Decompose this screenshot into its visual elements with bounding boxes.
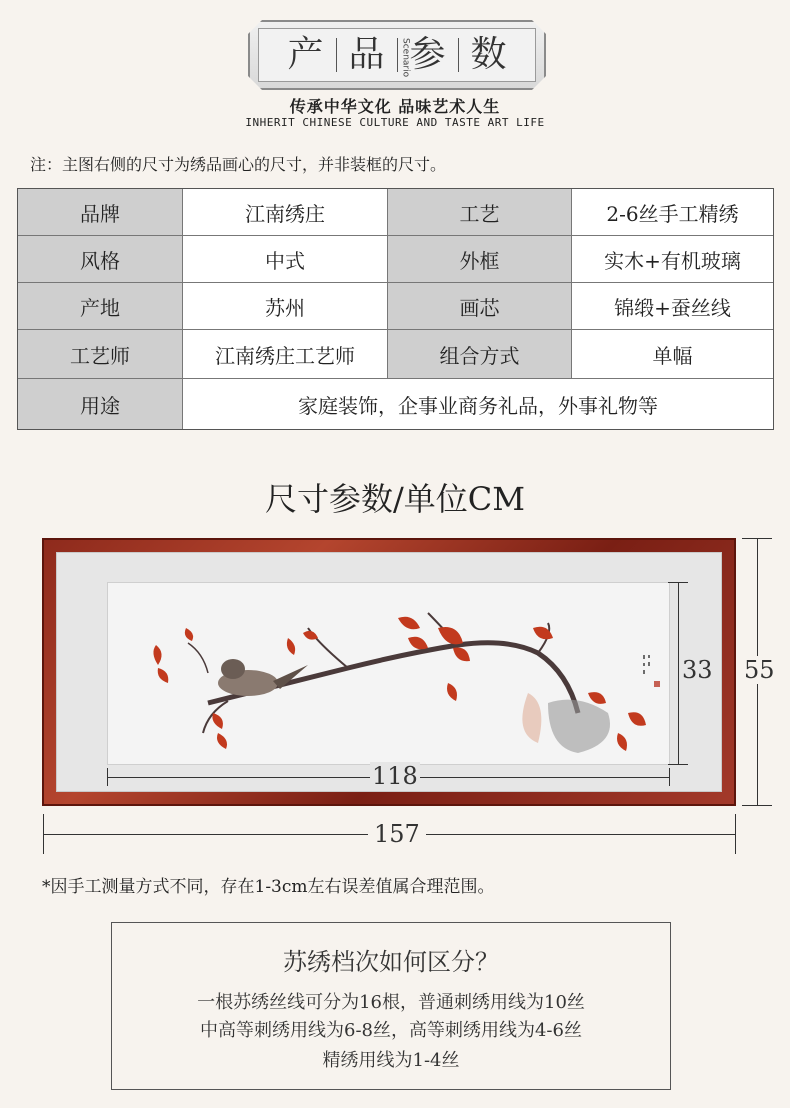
table-key-cell: 产地 [18,283,183,330]
slogan-chinese: 传承中华文化 品味艺术人生 [289,97,501,116]
inner-height-dimension-line [678,582,679,765]
table-key-cell: 用途 [18,379,183,429]
badge-char: 参 [409,34,446,75]
inner-height-label: 33 [682,656,713,684]
slogan-english: INHERIT CHINESE CULTURE AND TASTE ART LIFE [245,116,545,129]
bird-branch-embroidery-image [108,583,671,766]
table-key-cell: 外框 [388,236,572,283]
table-usage-cell: 家庭装饰，企事业商务礼品，外事礼物等 [298,393,658,418]
badge-divider [458,38,459,72]
inner-width-label: 118 [372,762,418,790]
table-key-cell: 风格 [18,236,183,283]
table-value-cell: 苏州 [183,283,388,330]
badge-char: 数 [470,34,507,75]
dimension-tick [735,814,736,854]
table-value-cell: 2-6丝手工精绣 [572,189,773,236]
badge-english-label: Scenario [400,38,411,78]
table-key-cell: 品牌 [18,189,183,236]
badge-char: 产 [287,34,324,75]
dimension-tick [43,814,44,854]
section-badge [258,28,536,82]
dimension-tick [107,768,108,786]
embroidery-grade-line: 中高等刺绣用线为6-8丝，高等刺绣用线为4-6丝 [200,1020,582,1041]
size-section-title: 尺寸参数/单位CM [264,480,526,518]
table-value-cell: 实木+有机玻璃 [572,236,773,283]
table-key-cell: 工艺 [388,189,572,236]
table-key-cell: 画芯 [388,283,572,330]
badge-divider [336,38,337,72]
embroidery-grade-line: 精绣用线为1-4丝 [322,1050,460,1071]
embroidery-artwork [107,582,670,765]
dimension-tick [742,538,772,539]
table-value-cell: 江南绣庄 [183,189,388,236]
table-value-cell: 单幅 [572,330,773,379]
outer-height-label: 55 [744,656,775,684]
table-value-cell: 锦缎+蚕丝线 [572,283,773,330]
badge-divider [397,38,411,78]
embroidery-grade-line: 一根苏绣丝线可分为16根，普通刺绣用线为10丝 [197,992,585,1013]
measurement-note: *因手工测量方式不同，存在1-3cm左右误差值属合理范围。 [42,877,495,897]
badge-char: 品 [348,34,385,75]
table-value-cell: 江南绣庄工艺师 [183,330,388,379]
table-key-cell: 工艺师 [18,330,183,379]
dimension-tick [742,805,772,806]
dimension-tick [669,768,670,786]
table-value-cell: 中式 [183,236,388,283]
embroidery-grade-title: 苏绣档次如何区分？ [283,948,499,976]
table-key-cell: 组合方式 [388,330,572,379]
product-params-table [17,188,774,430]
size-note: 注：主图右侧的尺寸为绣品画心的尺寸，并非装框的尺寸。 [30,155,447,174]
outer-width-label: 157 [368,820,426,848]
dimension-tick [668,582,688,583]
dimension-tick [668,764,688,765]
